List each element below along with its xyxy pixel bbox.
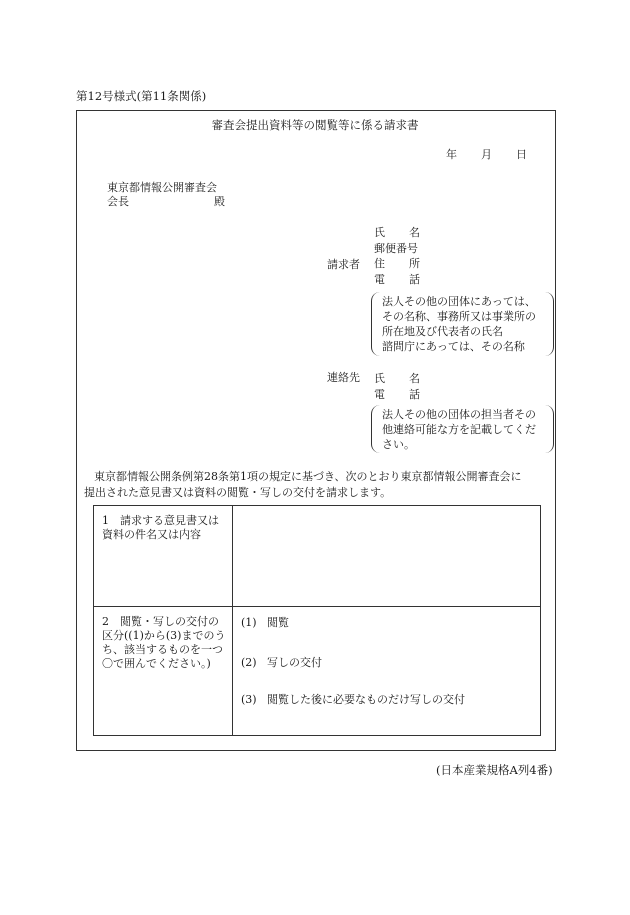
contact-label: 連絡先 <box>327 371 360 384</box>
request-table <box>93 505 541 736</box>
document-title: 審査会提出資料等の閲覧等に係る請求書 <box>211 118 419 132</box>
addressee-honorific: 殿 <box>214 195 225 208</box>
option-2[interactable]: (2) 写しの交付 <box>241 656 322 669</box>
contact-fields <box>374 371 420 402</box>
option-3[interactable]: (3) 閲覧した後に必要なものだけ写しの交付 <box>241 693 465 706</box>
footer-note: (日本産業規格A列4番) <box>436 763 553 777</box>
requester-label: 請求者 <box>327 258 360 271</box>
contact-note: 法人その他の団体の担当者その 他連絡可能な方を記載してくだ さい。 <box>371 405 554 453</box>
form-number: 第12号様式(第11条関係) <box>76 89 207 103</box>
contact-name-field[interactable]: 氏 名 <box>374 372 420 385</box>
option-1[interactable]: (1) 閲覧 <box>241 616 289 629</box>
requester-address-field[interactable]: 住 所 <box>374 257 420 270</box>
addressee-role: 会長 <box>107 195 129 208</box>
row2-label: 2 閲覧・写しの交付の区分((1)から(3)までのうち、該当するものを一つ〇で囲んでください。) <box>102 615 226 670</box>
requester-name-field[interactable]: 氏 名 <box>374 226 420 239</box>
date-day-field[interactable]: 日 <box>516 148 527 161</box>
addressee-org: 東京都情報公開審査会 <box>107 181 217 194</box>
addressee-block <box>107 181 225 209</box>
requester-phone-field[interactable]: 電 話 <box>374 272 420 286</box>
intro-text: 東京都情報公開条例第28条第1項の規定に基づき、次のとおり東京都情報公開審査会に 提出された意見書又は資料の閲覧・写しの交付を請求します。 <box>84 470 522 499</box>
date-month-field[interactable]: 月 <box>481 148 492 161</box>
date-year-field[interactable]: 年 <box>446 148 457 161</box>
requester-fields <box>374 225 420 287</box>
requester-note: 法人その他の団体にあっては、 その名称、事務所又は事業所の 所在地及び代表者の氏名 諮問庁にあっては、その名称 <box>371 292 554 356</box>
contact-phone-field[interactable]: 電 話 <box>374 387 420 401</box>
requester-postal-field[interactable]: 郵便番号 <box>374 241 418 255</box>
row1-label: 1 請求する意見書又は 資料の件名又は内容 <box>102 514 219 541</box>
